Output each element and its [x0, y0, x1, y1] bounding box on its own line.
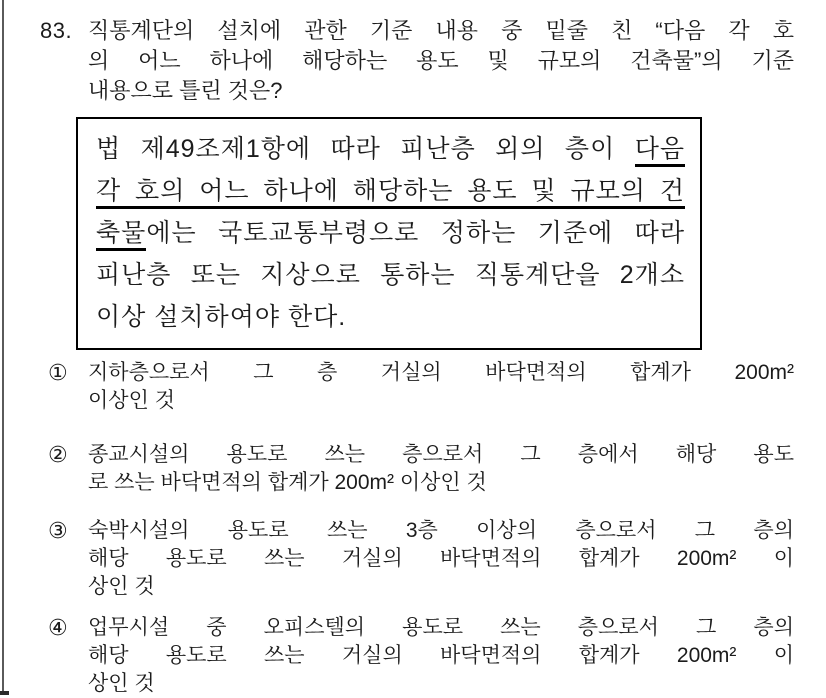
- question-line: 내용으로 틀린 것은?: [88, 78, 283, 103]
- option-2-text: [88, 441, 794, 497]
- law-line: 피난층 또는 지상으로 통하는 직통계단을 2개소: [96, 261, 685, 289]
- option-line: 지하층으로서 그 층 거실의 바닥면적의 합계가 200m²: [88, 361, 794, 384]
- law-text-underlined: 다음: [635, 135, 685, 167]
- option-4[interactable]: [48, 614, 794, 698]
- option-line: 이상인 것: [88, 389, 175, 412]
- law-text: 에는 국토교통부령으로 정하는 기준에 따라: [146, 219, 685, 247]
- option-3[interactable]: [48, 517, 794, 601]
- law-line: [96, 212, 685, 254]
- law-text-underlined: 각 호의 어느 하나에 해당하는 용도 및 규모의 건: [96, 177, 685, 209]
- option-3-marker: ③: [48, 518, 68, 543]
- question-line: 직통계단의 설치에 관한 기준 내용 중 밑줄 친 “다음 각 호: [88, 18, 794, 43]
- option-line: 상인 것: [88, 672, 155, 695]
- option-3-text: [88, 517, 794, 601]
- column-divider: [2, 0, 4, 695]
- option-line: 해당 용도로 쓰는 거실의 바닥면적의 합계가 200m² 이: [88, 547, 794, 570]
- question-line: 의 어느 하나에 해당하는 용도 및 규모의 건축물”의 기준: [88, 48, 794, 73]
- option-line: 상인 것: [88, 575, 155, 598]
- question-text: [88, 16, 794, 106]
- law-line: [96, 170, 685, 212]
- law-line: 이상 설치하여야 한다.: [96, 303, 347, 331]
- option-2-marker: ②: [48, 442, 68, 467]
- law-text: 법 제49조제1항에 따라 피난층 외의 층이: [96, 135, 635, 163]
- option-4-marker: ④: [48, 615, 68, 640]
- page-divider-tick: [0, 691, 9, 695]
- option-line: 종교시설의 용도로 쓰는 층으로서 그 층에서 해당 용도: [88, 443, 794, 466]
- question-block: [40, 16, 794, 106]
- option-line: 숙박시설의 용도로 쓰는 3층 이상의 층으로서 그 층의: [88, 519, 794, 542]
- option-4-text: [88, 614, 794, 698]
- law-quote-box: [76, 117, 702, 350]
- law-line: [96, 128, 685, 170]
- option-line: 해당 용도로 쓰는 거실의 바닥면적의 합계가 200m² 이: [88, 644, 794, 667]
- answer-options: [48, 359, 794, 698]
- option-1-text: [88, 359, 794, 415]
- option-line: 업무시설 중 오피스텔의 용도로 쓰는 층으로서 그 층의: [88, 616, 794, 639]
- option-1-marker: ①: [48, 360, 68, 385]
- option-2[interactable]: [48, 441, 794, 497]
- question-number: 83.: [40, 18, 73, 43]
- option-1[interactable]: [48, 359, 794, 415]
- law-text-underlined: 축물: [96, 219, 146, 251]
- option-line: 로 쓰는 바닥면적의 합계가 200m² 이상인 것: [88, 471, 487, 494]
